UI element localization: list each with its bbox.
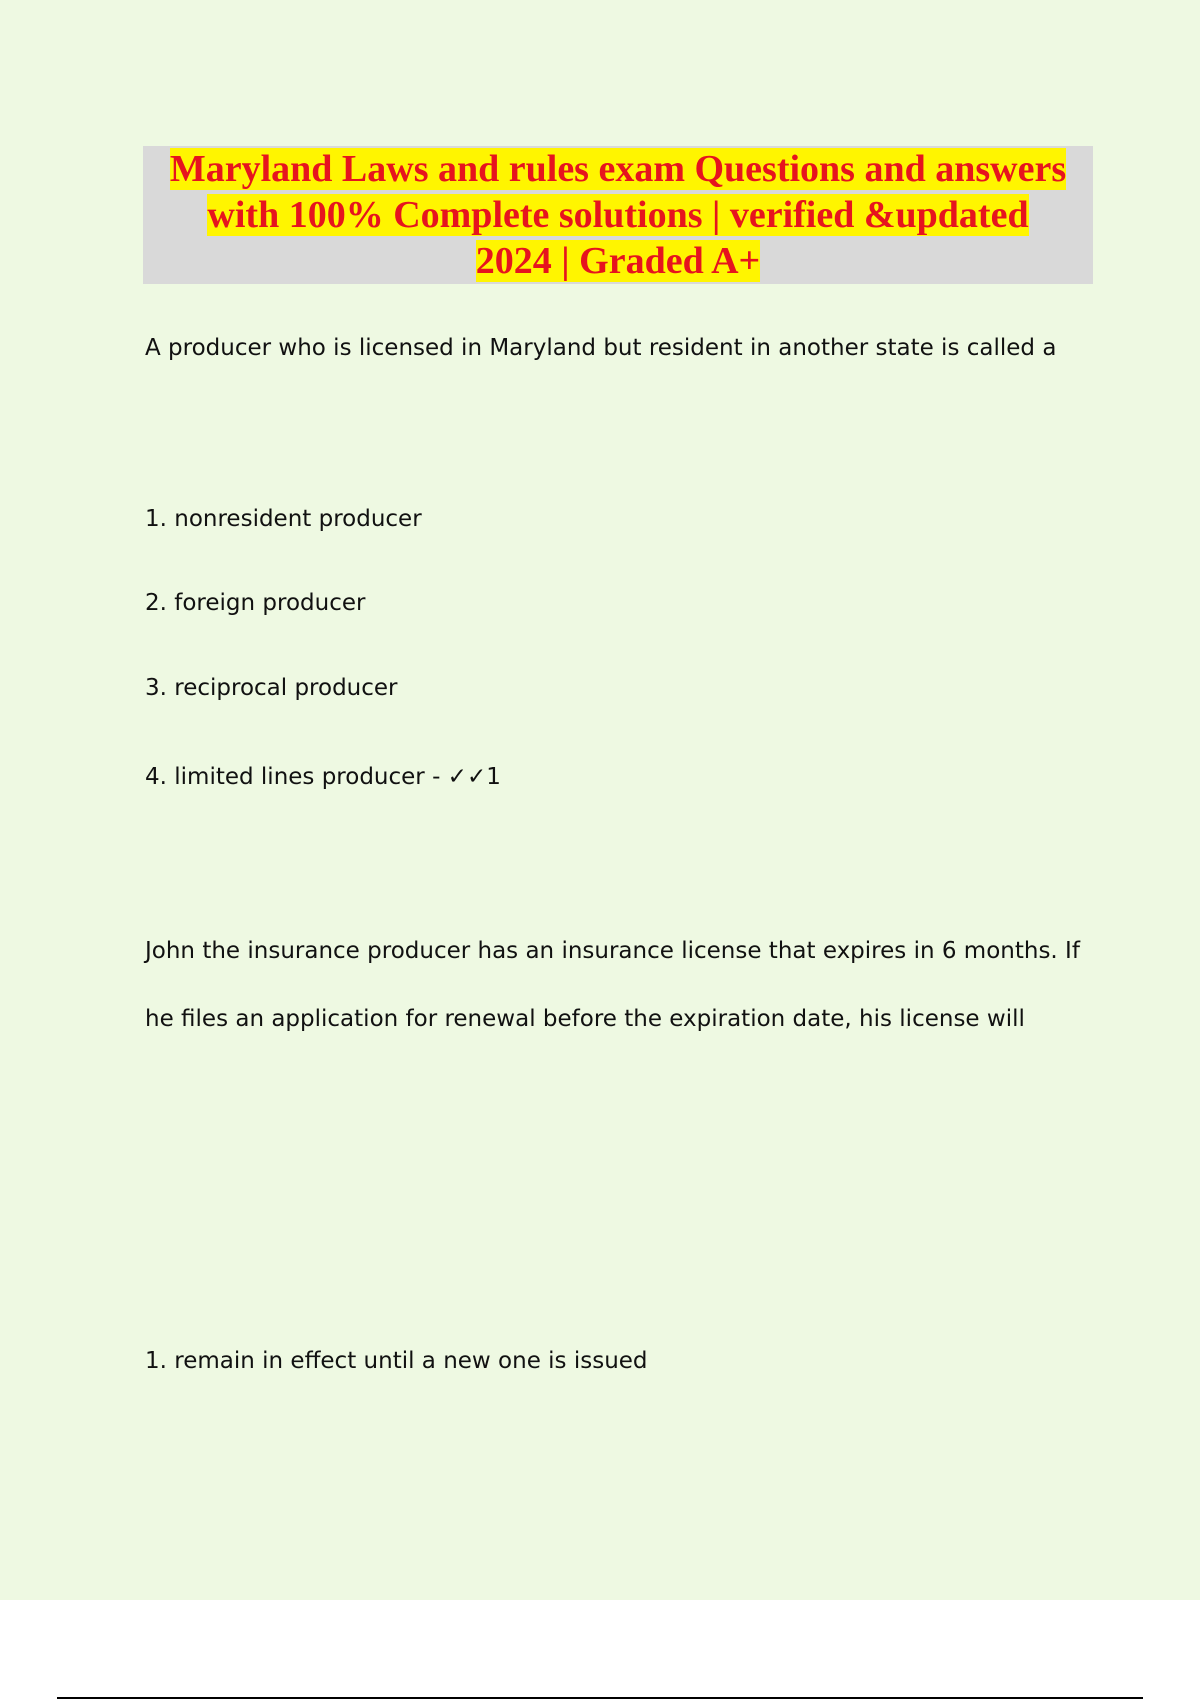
question-2-option-1: 1. remain in effect until a new one is issued: [145, 1348, 648, 1374]
question-1-option-2: 2. foreign producer: [145, 590, 366, 616]
document-title: [168, 146, 1068, 284]
title-highlight: Maryland Laws and rules exam Questions and answers with 100% Complete solutions | verified &updated 2024 | Graded A+: [169, 148, 1067, 282]
title-box: [143, 146, 1093, 284]
question-1-option-1: 1. nonresident producer: [145, 506, 422, 532]
question-1-text: A producer who is licensed in Maryland but resident in another state is called a: [145, 335, 1057, 361]
question-2-text-line-2: he files an application for renewal before the expiration date, his license will: [145, 1006, 1025, 1032]
question-2-text-line-1: John the insurance producer has an insurance license that expires in 6 months. If: [145, 938, 1080, 964]
question-1-option-4-answer: 4. limited lines producer - ✓✓1: [145, 764, 501, 790]
question-1-option-3: 3. reciprocal producer: [145, 675, 398, 701]
footer-divider: [57, 1697, 1143, 1699]
